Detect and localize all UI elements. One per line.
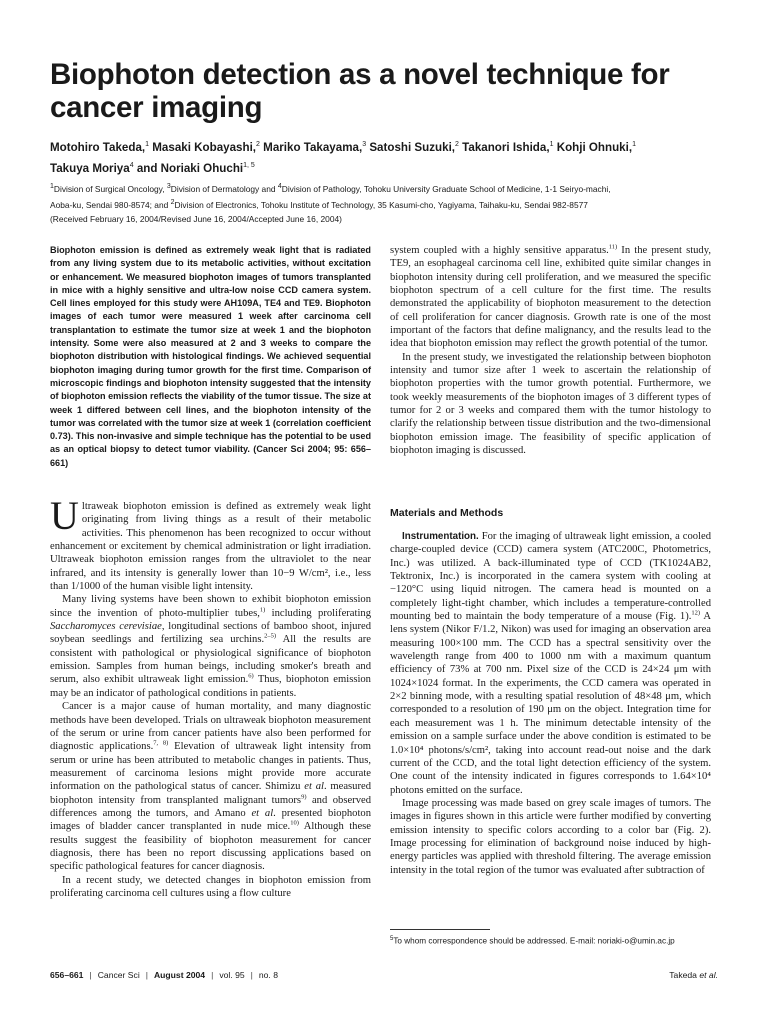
abstract: Biophoton emission is defined as extremely weak light that is radiated from any living system due to its metabolic activities, without excitation or enhancement. We measured biophoton images of tumors transplanted in mice with a highly sensitive and ultra-low noise CCD camera system. Cell lines employed for this study were AH109A, TE4 and TE9. Biophoton images of each tumor were measured 1 week after carcinoma cell transplantation to estimate the tumor size at week 1 and the biophoton intensity. Some were also measured at 2 and 3 weeks to compare the biophoton distribution with histological findings. We achieved sequential biophoton imaging during tumor growth for the first time. Comparison of microscopic findings and biophoton intensity suggested that the intensity of biophoton emission reflects the viability of the tumor tissue. The size at week 1 differed between cell lines, and the biophoton intensity of the tumor was correlated with the tumor size at week 1 (correlation coefficient 0.73). This non-invasive and simple technique has the potential to be used as an optical biopsy to detect tumor viability. (Cancer Sci 2004; 95: 656–661)	[50, 245, 371, 468]
issue-number: no. 8	[258, 970, 278, 980]
methods-section	[390, 530, 711, 877]
intro-paragraph: In a recent study, we detected changes in biophoton emission from proliferating carcinoma cell cultures using a flow culture	[50, 874, 371, 899]
introduction	[50, 493, 371, 900]
author: Kohji Ohnuki,$^1$	[556, 140, 636, 154]
methods-paragraph: Image processing was made based on grey scale images of tumors. The images in figures shown in this article were further modified by converting emission intensity to specific colors according to a color bar (Fig. 2). Image processing for elimination of background noise induced by high-energy particles was applied with threshold filtering. The average emission intensity in the total region of the tumor was evaluated after subtraction of	[390, 797, 711, 876]
author: and Noriaki Ohuchi$^{1, 5}$	[136, 161, 255, 175]
author: Takanori Ishida,$^1$	[462, 140, 554, 154]
author: Mariko Takayama,$^3$	[263, 140, 367, 154]
section-heading-methods: Materials and Methods	[390, 507, 504, 519]
correspondence-footnote: $^5$To whom correspondence should be addressed. E-mail: noriaki-o@umin.ac.jp	[390, 936, 675, 946]
received-dates: (Received February 16, 2004/Revised June 16, 2004/Accepted June 16, 2004)	[50, 214, 342, 224]
methods-paragraph: Instrumentation. For the imaging of ultraweak light emission, a cooled charge-coupled device (CCD) camera system (ATC200C, Photometrics, Inc.) was utilized. A back-illuminated type of CCD (TK1024AB2, Tektronix, Inc.) is incorporated in the camera system with cooling at −120°C using liquid nitrogen. The camera head is mounted on a completely light-tight chamber, which includes a temperature-controlled mounting bed to maintain the body temperature of a mouse (Fig. 1).$^{12)}$ A lens system (Nikor F/1.2, Nikon) was used for imaging an observation area measuring 100×100 mm. The CCD has a spectral sensitivity over the wavelength range from 400 to 1000 nm with a maximum quantum efficiency of 73% at 700 nm. Pixel size of the CCD is 24×24 μm with 1024×1024 format. In the experiments, the CCD camera was operated in 2×2 binning mode, with a resulting spatial resolution of 48×48 μm, which corresponded to a resolution of 190 μm on the object. Integration time for each measurement was 1 h. The minimum detectable intensity of the emission on a sample surface under the above condition is estimated to be 1.0×10⁴ photons/s/cm², taking into account read-out noise and the dark current of the CCD, and the total light detection efficiency of the system. One count of the intensity indicated in figures corresponds to 1.64×10⁴ photons emitted on the surface.	[390, 531, 712, 796]
intro-paragraph: system coupled with a highly sensitive apparatus.$^{11)}$ In the present study, TE9, an esophageal carcinoma cell line, exhibited quite similar changes in biophoton intensity during cell proliferation, and we measured the specific biophoton spectrum of a cell culture for the first time. The results demonstrated the applicability of biophoton measurement to the detection of cell proliferation for cancer diagnosis. Growth rate is one of the most important of the factors that define malignancy, and the results lead to the idea that biophoton emission may reflect the growth potential of the tumor.	[390, 243, 711, 350]
intro-paragraph: Cancer is a major cause of human mortality, and many diagnostic methods have been developed. Trials on ultraweak biophoton measurement of the serum or urine from cancer patients have also been performed for diagnostic applications.$^{7, 8)}$ Elevation of ultraweak light intensity from serum or urine has been attributed to metabolic changes in patients. Thus, measurement of carcinoma lesions might provide more accurate information on the pathological status of cancer. Shimizu et al. measured biophoton intensity from transplanted malignant tumors$^{9)}$ and observed differences among the tumors, and Amano et al. presented biophoton images of bladder cancer transplanted in nude mice.$^{10)}$ Although these results suggest the feasibility of biophoton measurement for cancer diagnosis, there has been no report discussing applications based on specific pathological features for cancer diagnosis.	[50, 701, 371, 873]
author: Motohiro Takeda,$^1$	[50, 140, 150, 154]
page-range: 656–661	[50, 970, 84, 980]
running-head: Takeda et al.	[669, 970, 718, 980]
intro-paragraph: Many living systems have been shown to exhibit biophoton emission since the invention of photo-multiplier tubes,$^{1)}$ including proliferating Saccharomyces cerevisiae, longitudinal sections of bamboo shoot, injured soybean seedlings and fertilizing sea urchins.$^{2-5)}$ All the results are consistent with pathological or physiological significance of biophoton emission. Samples from human beings, including smoker's breath and serum, also exhibit ultraweak light emission.$^{6)}$ Thus, biophoton emission may be an indicator of pathological conditions in patients.	[50, 594, 371, 699]
page-footer: 656–661 | Cancer Sci | August 2004 | vol. 95 | no. 8	[50, 970, 278, 980]
drop-cap: U	[50, 493, 79, 538]
runin-heading: Instrumentation.	[402, 531, 479, 542]
intro-paragraph: Ultraweak biophoton emission is defined as extremely weak light originating from living things as a result of their metabolic activities. This phenomenon has been recognized to occur without enhancement or excitement by chemical administration or light irradiation. Ultraweak biophoton emission ranges from the ultraviolet to the near infrared, and its intensity is generally lower than 10−9 W/cm², i.e., less than 1/1000 of the human visible light intensity.	[50, 493, 371, 593]
introduction-continued	[390, 244, 711, 458]
author: Satoshi Suzuki,$^2$	[369, 140, 459, 154]
intro-paragraph: In the present study, we investigated the relationship between biophoton intensity and tumor size after 1 week to ascertain the relationship of biophoton properties with the tumor growth potential. Furthermore, we took weekly measurements of the biophoton images of 3 different types of tumor for 2 or 3 weeks and compared them with the tumor histology to clarify the relationship between tissue distribution and the two-dimensional biophoton emission image. The feasibility of specific application of biophoton imaging is discussed.	[390, 351, 711, 457]
footnote-rule	[390, 929, 490, 930]
author: Masaki Kobayashi,$^2$	[152, 140, 260, 154]
journal-name: Cancer Sci	[97, 970, 140, 980]
author: Takuya Moriya$^4$	[50, 161, 134, 175]
article-title: Biophoton detection as a novel technique for cancer imaging	[50, 58, 670, 124]
volume: vol. 95	[219, 970, 245, 980]
affiliations: $^1$Division of Surgical Oncology, $^3$Division of Dermatology and $^4$Division of Pathology, Tohoku University Graduate School of Medicine, 1-1 Seiryo-machi, Aoba-ku, Sendai 980-8574; and $^2$Division of Electronics, Tohoku Institute of Technology, 35 Kasumi-cho, Yagiyama, Taihaku-ku, Sendai 982-8577	[50, 183, 611, 210]
author-list	[50, 136, 740, 178]
issue-date: August 2004	[153, 970, 206, 980]
